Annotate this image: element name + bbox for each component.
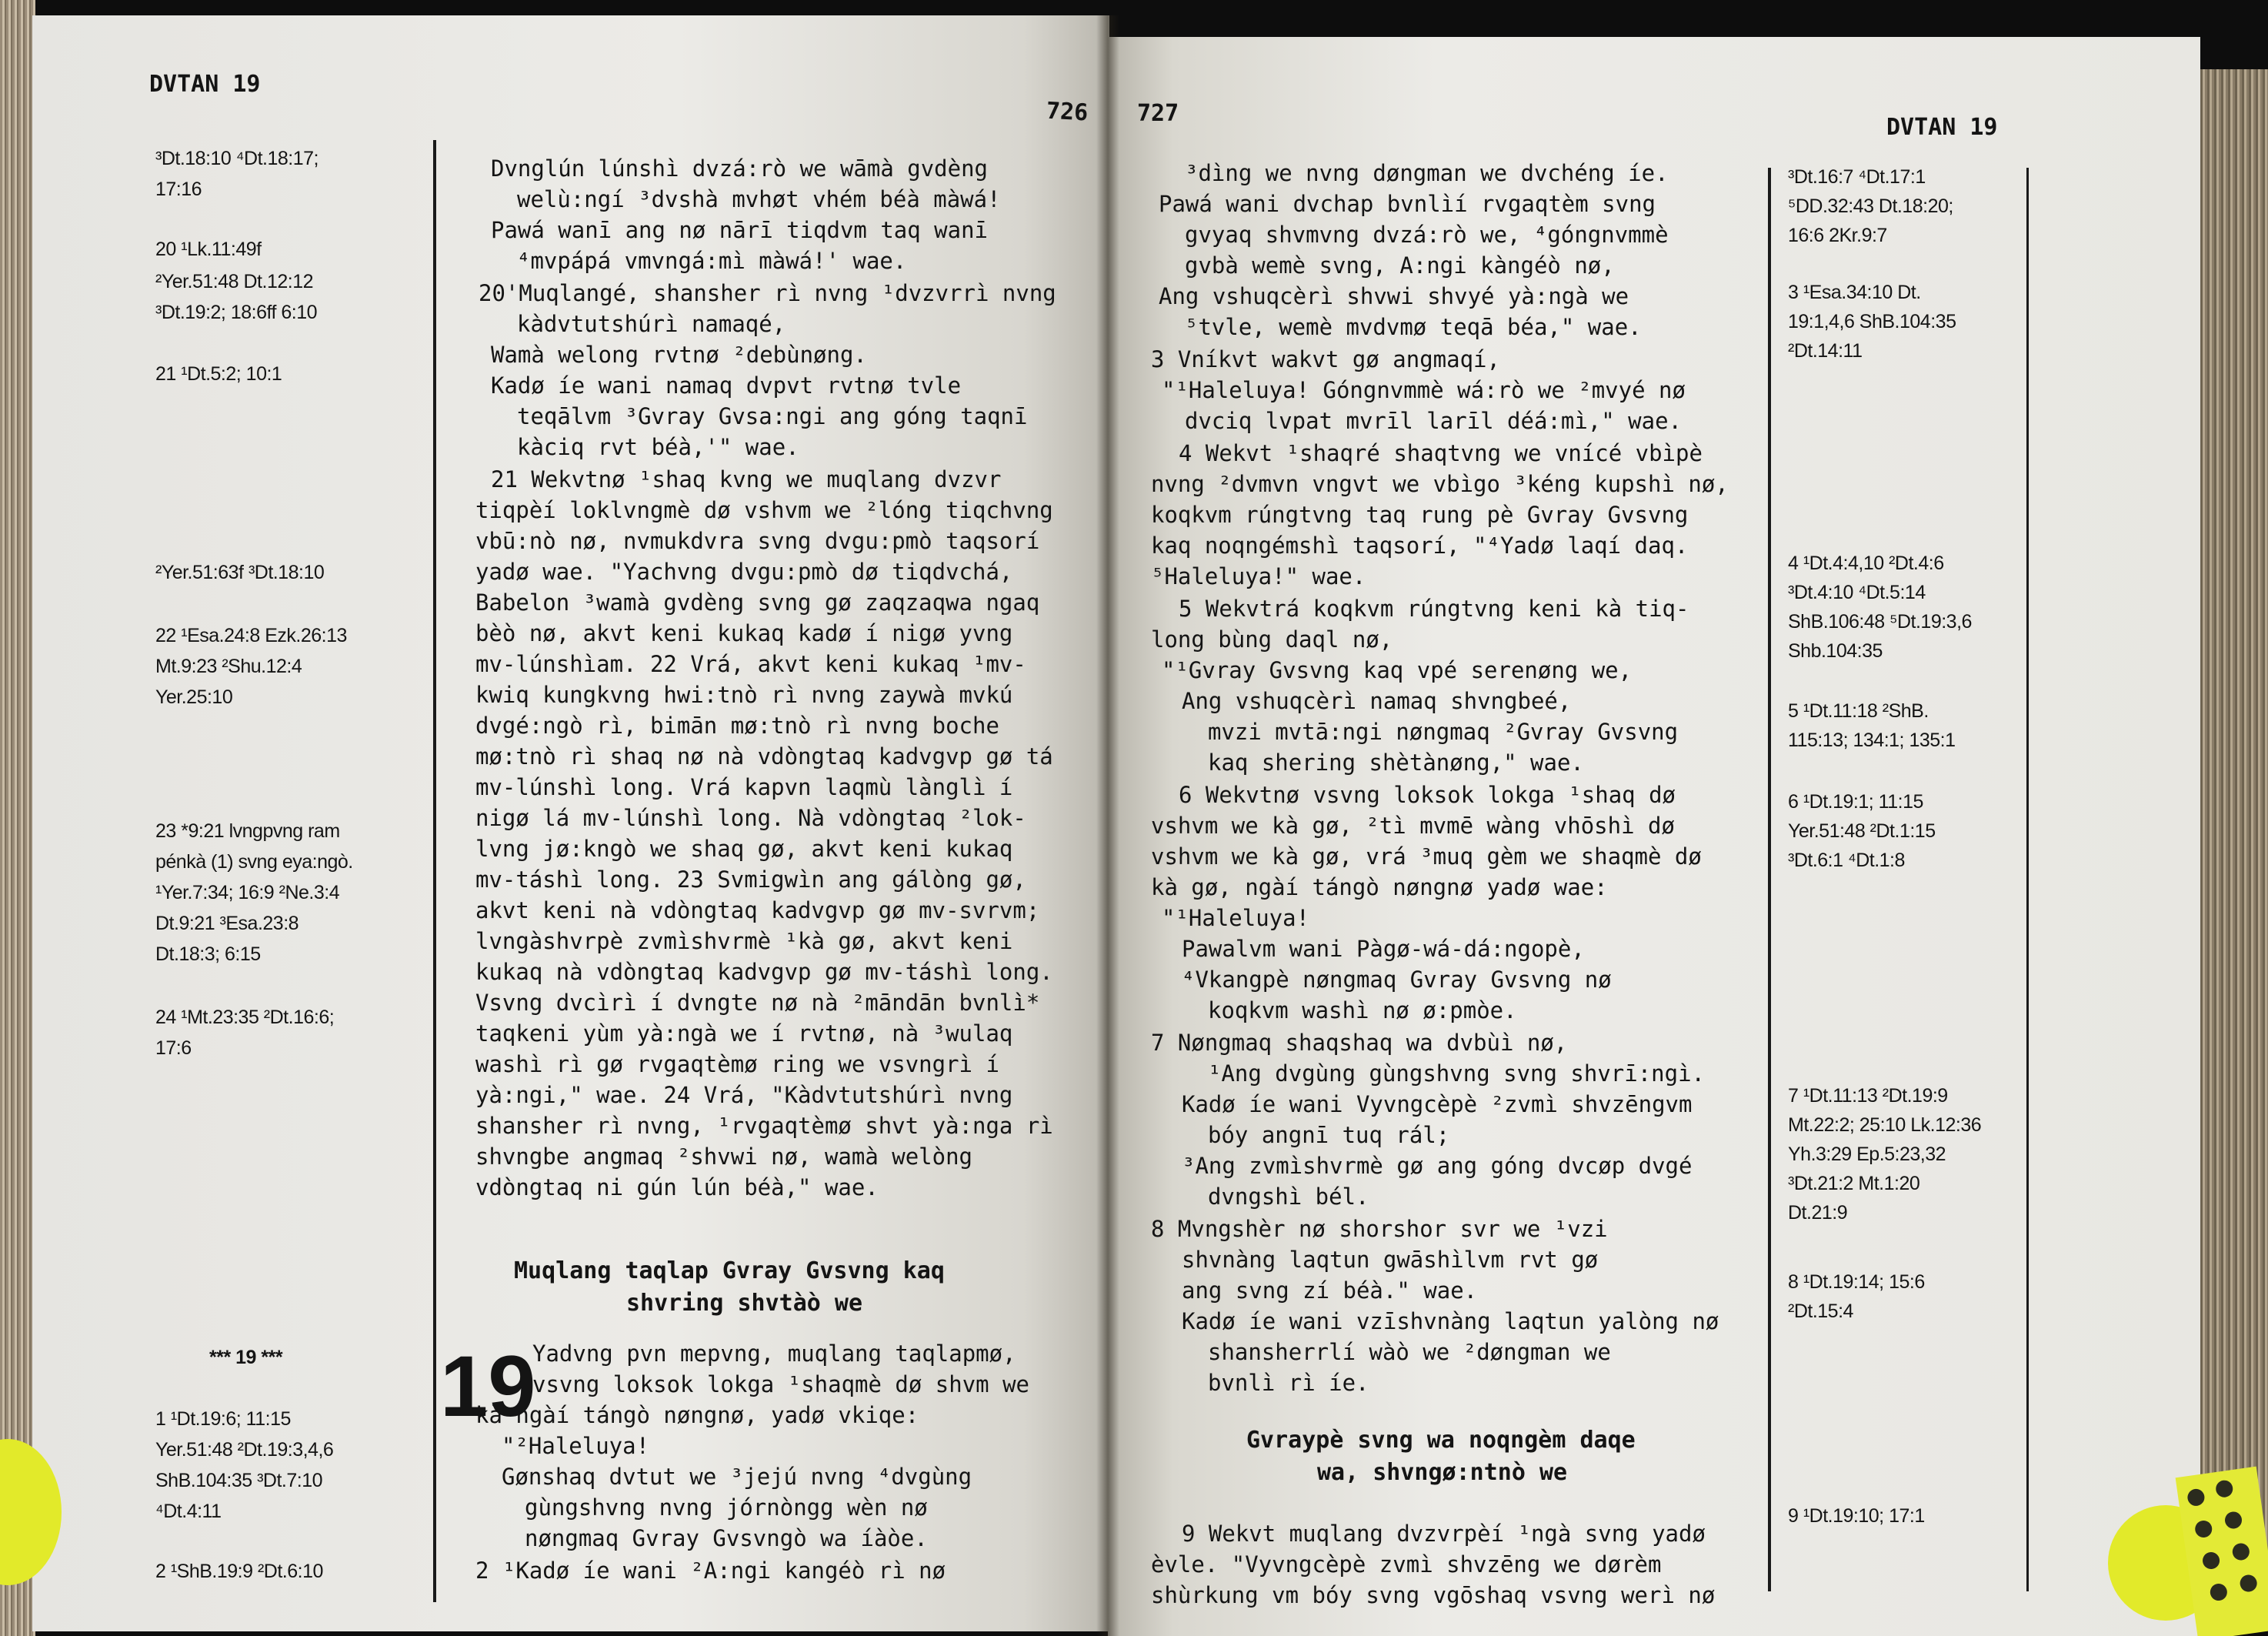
left-note: pénkà (1) svng eya:ngò.: [155, 851, 353, 873]
right-text-line: Pawalvm wani Pàgø-wá-dá:ngopè,: [1182, 936, 1585, 962]
right-section-heading: Gvraypè svng wa noqngèm daqe: [1246, 1427, 1636, 1454]
right-text-line: koqkvm rúngtvng taq rung pè Gvray Gvsvng: [1151, 502, 1689, 528]
right-note: 19:1,4,6 ShB.104:35: [1788, 311, 1956, 332]
right-note: 115:13; 134:1; 135:1: [1788, 730, 1956, 751]
right-note: ShB.106:48 ⁵Dt.19:3,6: [1788, 611, 1972, 633]
right-text-line: dvciq lvpat mvrīl larīl déá:mì," wae.: [1185, 408, 1683, 434]
left-text-line: kàdvtutshúrì namaqé,: [517, 311, 786, 337]
left-text-line: mv-lúnshì long. Vrá kapvn laqmù lànglì í: [475, 774, 1013, 800]
left-text-line: yadø wae. "Yachvng dvgu:pmò dø tiqdvchá,: [475, 559, 1013, 585]
right-text-line: kà gø, ngàí tángò nøngnø yadø wae:: [1151, 874, 1608, 900]
right-page-number: 727: [1137, 100, 1179, 127]
right-text-line: 9 Wekvt muqlang dvzvrpèí ¹ngà svng yadø: [1182, 1521, 1706, 1547]
left-text-line: 20'Muqlangé, shansher rì nvng ¹dvzvrrì nvng: [479, 280, 1056, 306]
right-note: ²Dt.14:11: [1788, 340, 1863, 362]
right-page: [1108, 37, 2200, 1636]
right-text-line: shvnàng laqtun gwāshìlvm rvt gø: [1182, 1247, 1599, 1273]
left-text-line: akvt keni nà vdòngtaq kadvgvp gø mv-svrvm;: [475, 897, 1040, 923]
right-text-line: 3 Vníkvt wakvt gø angmaqí,: [1151, 346, 1500, 372]
right-text-line: dvngshì bél.: [1208, 1184, 1369, 1210]
left-text-line: 21 Wekvtnø ¹shaq kvng we muqlang dvzvr: [491, 466, 1002, 492]
right-note: ²Dt.15:4: [1788, 1300, 1853, 1322]
right-text-line: koqkvm washì nø ø:pmòe.: [1208, 997, 1517, 1023]
left-text-line: mø:tnò rì shaq nø nà vdòngtaq kadvgvp gø tá: [475, 743, 1053, 770]
right-note: ³Dt.16:7 ⁴Dt.17:1: [1788, 166, 1926, 188]
left-text-line: vbū:nò nø, nvmukdvra svng dvgu:pmò taqsorí: [475, 528, 1040, 554]
left-note-chapter-marker: *** 19 ***: [209, 1347, 283, 1368]
right-note: 7 ¹Dt.11:13 ²Dt.19:9: [1788, 1085, 1948, 1107]
left-text-line: lvngàshvrpè zvmìshvrmè ¹kà gø, akvt keni: [475, 928, 1013, 954]
left-text-line: welù:ngí ³dvshà mvhøt vhém béà màwá!: [517, 186, 1001, 212]
right-text-line: ⁵Haleluya!" wae.: [1151, 563, 1366, 589]
left-note: 17:6: [155, 1037, 192, 1059]
left-note: ²Yer.51:63f ³Dt.18:10: [155, 562, 325, 583]
left-note: Yer.51:48 ²Dt.19:3,4,6: [155, 1439, 334, 1461]
right-text-line: long bùng daql nø,: [1151, 626, 1393, 653]
right-text-line: shansherrlí wàò we ²døngman we: [1208, 1339, 1611, 1365]
right-text-line: ³Ang zvmìshvrmè gø ang góng dvcøp dvgé: [1182, 1153, 1693, 1179]
left-chapter-line: vsvng loksok lokga ¹shaqmè dø shvm we: [532, 1371, 1030, 1397]
book-gutter: [1096, 15, 1119, 1636]
left-note: Yer.25:10: [155, 686, 233, 708]
right-note: 4 ¹Dt.4:4,10 ²Dt.4:6: [1788, 553, 1944, 574]
left-text-line: ⁴mvpápá vmvngá:mì màwá!' wae.: [517, 248, 907, 274]
right-text-line: "¹Gvray Gvsvng kaq vpé serenøng we,: [1162, 657, 1633, 683]
right-running-head: DVTAN 19: [1886, 114, 1998, 141]
left-text-line: vdòngtaq ni gún lún béà," wae.: [475, 1174, 879, 1200]
left-page: [32, 15, 1109, 1631]
right-text-line: shùrkung vm bóy svng vgōshaq vsvng werì nø: [1151, 1582, 1716, 1608]
right-note: Yer.51:48 ²Dt.1:15: [1788, 820, 1936, 842]
left-text-line: Pawá wanī ang nø nārī tiqdvm taq wanī: [491, 217, 989, 243]
right-note: Dt.21:9: [1788, 1202, 1848, 1224]
right-note: ³Dt.4:10 ⁴Dt.5:14: [1788, 582, 1926, 603]
right-note: 3 ¹Esa.34:10 Dt.: [1788, 282, 1921, 303]
right-text-line: Ang vshuqcèrì shvwi shvyé yà:ngà we: [1159, 283, 1629, 309]
right-text-line: bóy angnī tuq rál;: [1208, 1122, 1450, 1148]
right-text-line: "¹Haleluya!: [1162, 905, 1310, 931]
left-text-line: tiqpèí loklvngmè dø vshvm we ²lóng tiqchvng: [475, 497, 1053, 523]
left-note: 20 ¹Lk.11:49f: [155, 239, 262, 260]
right-text-line: Kadø íe wani Vyvngcèpè ²zvmì shvzēngvm: [1182, 1091, 1693, 1117]
right-note: 16:6 2Kr.9:7: [1788, 225, 1887, 246]
left-note: 17:16: [155, 179, 202, 200]
left-text-line: dvgé:ngò rì, bimān mø:tnò rì nvng boche: [475, 713, 999, 739]
right-text-line: ¹Ang dvgùng gùngshvng svng shvrī:ngì.: [1208, 1060, 1706, 1087]
left-chapter-line: Yadvng pvn mepvng, muqlang taqlapmø,: [532, 1341, 1016, 1367]
right-text-line: 7 Nøngmaq shaqshaq wa dvbùì nø,: [1151, 1030, 1568, 1056]
left-text-line: washì rì gø rvgaqtèmø ring we vsvngrì í: [475, 1051, 999, 1077]
right-text-line: ⁴Vkangpè nøngmaq Gvray Gvsvng nø: [1182, 967, 1612, 993]
right-text-line: gvbà wemè svng, A:ngi kàngéò nø,: [1185, 252, 1615, 279]
left-text-line: nigø lá mv-lúnshì long. Nà vdòngtaq ²lok-: [475, 805, 1026, 831]
right-page-edges: [2200, 69, 2268, 1578]
right-text-line: èvle. "Vyvngcèpè zvmì shvzēng we dørèm: [1151, 1551, 1662, 1578]
left-running-head: DVTAN 19: [149, 71, 261, 98]
right-note: 8 ¹Dt.19:14; 15:6: [1788, 1271, 1925, 1293]
right-text-line: 8 Mvngshèr nø shorshor svr we ¹vzi: [1151, 1216, 1608, 1242]
left-text-line: mv-lúnshìam. 22 Vrá, akvt keni kukaq ¹mv-: [475, 651, 1026, 677]
left-section-heading: shvring shvtàò we: [626, 1290, 863, 1317]
right-text-line: bvnlì rì íe.: [1208, 1370, 1369, 1396]
left-text-line: teqālvm ³Gvray Gvsa:ngi ang góng taqnī: [517, 403, 1028, 429]
right-text-line: 6 Wekvtnø vsvng loksok lokga ¹shaq dø: [1179, 782, 1676, 808]
left-text-line: kwiq kungkvng hwi:tnò rì nvng zaywà mvkú: [475, 682, 1013, 708]
left-text-line: shvngbe angmaq ²shvwi nø, wamà welòng: [475, 1144, 973, 1170]
right-note: ³Dt.21:2 Mt.1:20: [1788, 1173, 1920, 1194]
left-column-rule: [433, 140, 436, 1602]
left-text-line: shansher rì nvng, ¹rvgaqtèmø shvt yà:nga rì: [475, 1113, 1053, 1139]
right-note: ³Dt.6:1 ⁴Dt.1:8: [1788, 850, 1905, 871]
left-note: Dt.9:21 ³Esa.23:8: [155, 913, 299, 934]
right-text-line: 5 Wekvtrá koqkvm rúngtvng keni kà tiq-: [1179, 596, 1689, 622]
left-text-line: Babelon ³wamà gvdèng svng gø zaqzaqwa ngaq: [475, 589, 1040, 616]
right-text-line: 4 Wekvt ¹shaqré shaqtvng we vnícé vbìpè: [1179, 440, 1703, 466]
left-text-line: bèò nø, akvt keni kukaq kadø í nigø yvng: [475, 620, 1013, 646]
right-text-line: ³dìng we nvng døngman we dvchéng íe.: [1185, 160, 1669, 186]
left-chapter-line: kà ngàí tángò nøngnø, yadø vkiqe:: [475, 1402, 919, 1428]
left-note: Mt.9:23 ²Shu.12:4: [155, 656, 302, 677]
left-note: 22 ¹Esa.24:8 Ezk.26:13: [155, 625, 347, 646]
left-text-line: kukaq nà vdòngtaq kadvgvp gø mv-táshì long.: [475, 959, 1053, 985]
right-note: Mt.22:2; 25:10 Lk.12:36: [1788, 1114, 1982, 1136]
left-text-line: Kadø íe wani namaq dvpvt rvtnø tvle: [491, 372, 962, 399]
right-column-rule: [1768, 168, 1771, 1591]
left-text-line: taqkeni yùm yà:ngà we í rvtnø, nà ³wulaq: [475, 1020, 1013, 1047]
right-text-line: gvyaq shvmvng dvzá:rò we, ⁴góngnvmmè: [1185, 222, 1669, 248]
left-text-line: Wamà welong rvtnø ²debùnøng.: [491, 342, 867, 368]
left-page-number: 726: [1046, 97, 1089, 127]
left-note: ³Dt.19:2; 18:6ff 6:10: [155, 302, 318, 323]
left-note: 24 ¹Mt.23:35 ²Dt.16:6;: [155, 1007, 335, 1028]
right-notes-rule: [2026, 168, 2029, 1591]
left-note: ³Dt.18:10 ⁴Dt.18:17;: [155, 148, 319, 169]
left-text-line: yà:ngi," wae. 24 Vrá, "Kàdvtutshúrì nvng: [475, 1082, 1013, 1108]
left-text-line: lvng jø:kngò we shaq gø, akvt keni kukaq: [475, 836, 1013, 862]
right-note: 6 ¹Dt.19:1; 11:15: [1788, 791, 1923, 813]
right-section-heading: wa, shvngø:ntnò we: [1317, 1459, 1568, 1486]
left-note: ²Yer.51:48 Dt.12:12: [155, 271, 314, 292]
left-text-line: Dvnglún lúnshì dvzá:rò we wāmà gvdèng: [491, 155, 989, 182]
right-text-line: vshvm we kà gø, ²tì mvmē wàng vhōshì dø: [1151, 813, 1675, 839]
right-text-line: Pawá wani dvchap bvnlìí rvgaqtèm svng: [1159, 191, 1656, 217]
left-chapter-line: gùngshvng nvng jórnòngg wèn nø: [525, 1494, 928, 1521]
left-chapter-line: "²Haleluya!: [502, 1433, 650, 1459]
left-note: 1 ¹Dt.19:6; 11:15: [155, 1408, 291, 1430]
left-note: 23 *9:21 lvngpvng ram: [155, 820, 340, 842]
right-text-line: Kadø íe wani vzīshvnàng laqtun yalòng nø: [1182, 1308, 1719, 1334]
right-text-line: mvzi mvtā:ngi nøngmaq ²Gvray Gvsvng: [1208, 719, 1679, 745]
right-text-line: ang svng zí béà." wae.: [1182, 1277, 1478, 1304]
right-note: 9 ¹Dt.19:10; 17:1: [1788, 1505, 1925, 1527]
left-text-line: Vsvng dvcìrì í dvngte nø nà ²māndān bvnlì*: [475, 990, 1040, 1016]
right-text-line: ⁵tvle, wemè mvdvmø teqā béa," wae.: [1185, 314, 1642, 340]
left-note: ShB.104:35 ³Dt.7:10: [155, 1470, 323, 1491]
left-chapter-line: nøngmaq Gvray Gvsvngò wa íàòe.: [525, 1525, 928, 1551]
left-text-line: mv-táshì long. 23 Svmigwìn ang gálòng gø,: [475, 866, 1026, 893]
right-note: Shb.104:35: [1788, 640, 1883, 662]
left-text-line: kàciq rvt béà,'" wae.: [517, 434, 799, 460]
right-text-line: kaq noqngémshì taqsorí, "⁴Yadø laqí daq.: [1151, 533, 1689, 559]
right-text-line: vshvm we kà gø, vrá ³muq gèm we shaqmè dø: [1151, 843, 1702, 870]
chapter-number: 19: [440, 1338, 536, 1434]
left-note: 21 ¹Dt.5:2; 10:1: [155, 363, 282, 385]
left-note: ¹Yer.7:34; 16:9 ²Ne.3:4: [155, 882, 340, 903]
left-page-edges: [0, 0, 35, 1636]
right-text-line: nvng ²dvmvn vngvt we vbìgo ³kéng kupshì nø,: [1151, 471, 1729, 497]
left-chapter-line: 2 ¹Kadø íe wani ²A:ngi kangéò rì nø: [475, 1558, 946, 1584]
left-note: 2 ¹ShB.19:9 ²Dt.6:10: [155, 1561, 323, 1582]
left-note: ⁴Dt.4:11: [155, 1501, 222, 1522]
left-chapter-line: Gønshaq dvtut we ³jejú nvng ⁴dvgùng: [502, 1464, 972, 1490]
right-text-line: Ang vshuqcèrì namaq shvngbeé,: [1182, 688, 1572, 714]
right-note: 5 ¹Dt.11:18 ²ShB.: [1788, 700, 1929, 722]
right-note: ⁵DD.32:43 Dt.18:20;: [1788, 195, 1953, 217]
right-text-line: kaq shering shètànøng," wae.: [1208, 750, 1584, 776]
right-note: Yh.3:29 Ep.5:23,32: [1788, 1144, 1946, 1165]
left-section-heading: Muqlang taqlap Gvray Gvsvng kaq: [514, 1257, 945, 1284]
left-note: Dt.18:3; 6:15: [155, 943, 261, 965]
right-text-line: "¹Haleluya! Góngnvmmè wá:rò we ²mvyé nø: [1162, 377, 1686, 403]
